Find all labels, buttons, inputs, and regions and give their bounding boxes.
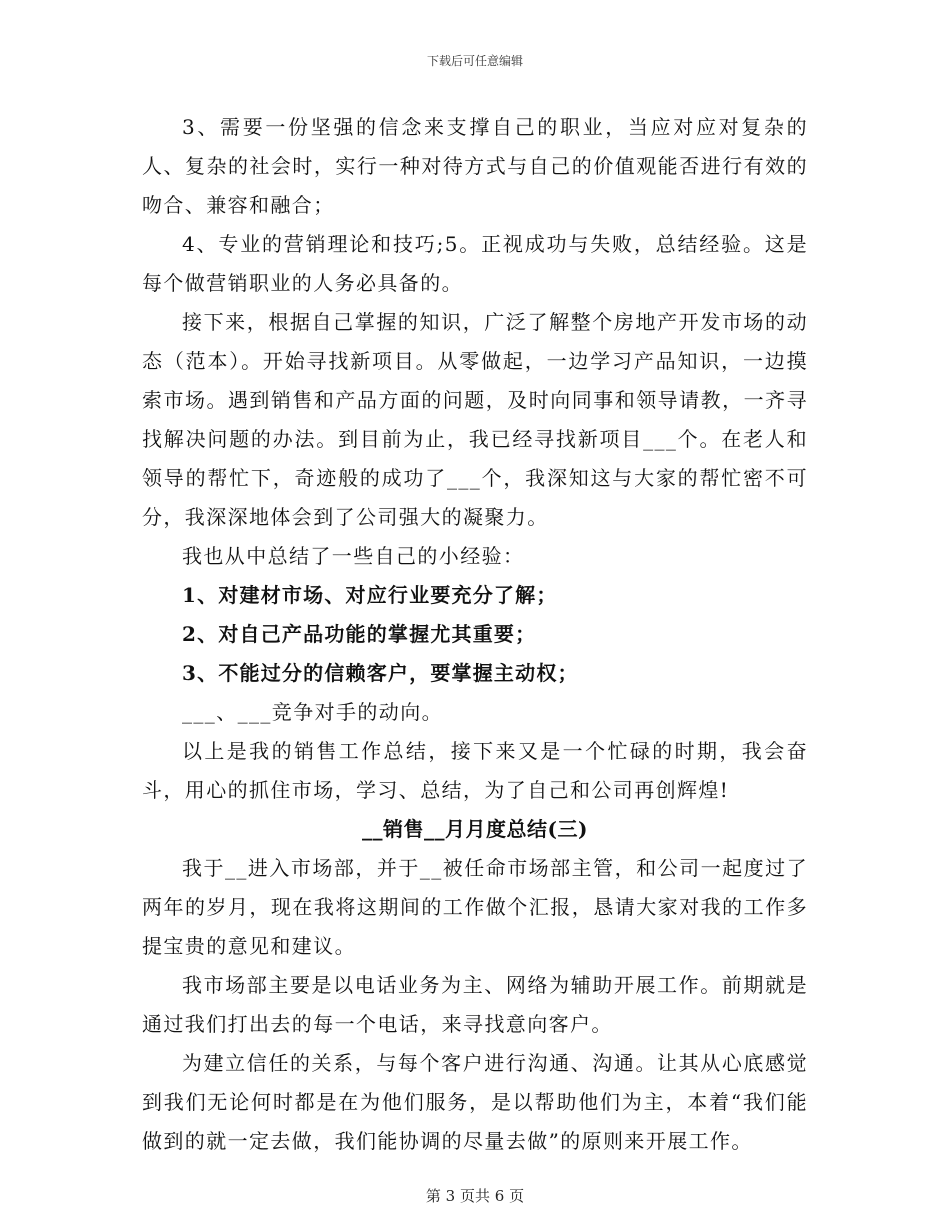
- document-body: [142, 108, 808, 1161]
- page-footer: 第 3 页共 6 页: [425, 1187, 525, 1205]
- paragraph-belief: 3、需要一份坚强的信念来支撑自己的职业，当应对应对复杂的人、复杂的社会时，实行一种对待方式与自己的价值观能否进行有效的吻合、兼容和融合；: [142, 115, 808, 217]
- experience-item-3: 3、不能过分的信赖客户，要掌握主动权；: [182, 661, 579, 685]
- paragraph-experience-intro: 我也从中总结了一些自己的小经验：: [182, 544, 525, 568]
- paragraph-marketing-skills: 4、专业的营销理论和技巧;5。正视成功与失败，总结经验。这是每个做营销职业的人务必具备的。: [142, 232, 808, 295]
- paragraph-conclusion: 以上是我的销售工作总结，接下来又是一个忙碌的时期，我会奋斗，用心的抓住市场，学习、总结，为了自己和公司再创辉煌!: [142, 739, 808, 802]
- paragraph-phone-business: 我市场部主要是以电话业务为主、网络为辅助开展工作。前期就是通过我们打出去的每一个电话，来寻找意向客户。: [142, 973, 808, 1036]
- paragraph-trust: 为建立信任的关系，与每个客户进行沟通、沟通。让其从心底感觉到我们无论何时都是在为他们服务，是以帮助他们为主，本着“我们能做到的就一定去做，我们能协调的尽量去做”的原则来开展工作。: [142, 1051, 808, 1153]
- experience-item-2: 2、对自己产品功能的掌握尤其重要；: [182, 622, 537, 646]
- paragraph-intro-report: 我于__进入市场部，并于__被任命市场部主管，和公司一起度过了两年的岁月，现在我将这期间的工作做个汇报，恳请大家对我的工作多提宝贵的意见和建议。: [142, 856, 808, 958]
- page-header: 下载后可任意编辑: [426, 54, 523, 68]
- experience-item-4: ___、___竞争对手的动向。: [182, 700, 443, 724]
- section-title: __销售__月月度总结(三): [362, 817, 588, 841]
- experience-item-1: 1、对建材市场、对应行业要充分了解；: [182, 583, 558, 607]
- paragraph-new-projects: 接下来，根据自己掌握的知识，广泛了解整个房地产开发市场的动态（范本）。开始寻找新项目。从零做起，一边学习产品知识，一边摸索市场。遇到销售和产品方面的问题，及时向同事和领导请教，一齐寻找解决问题的办法。到目前为止，我已经寻找新项目___个。在老人和领导的帮忙下，奇迹般的成功了___个，我深知这与大家的帮忙密不可分，我深深地体会到了公司强大的凝聚力。: [142, 310, 808, 529]
